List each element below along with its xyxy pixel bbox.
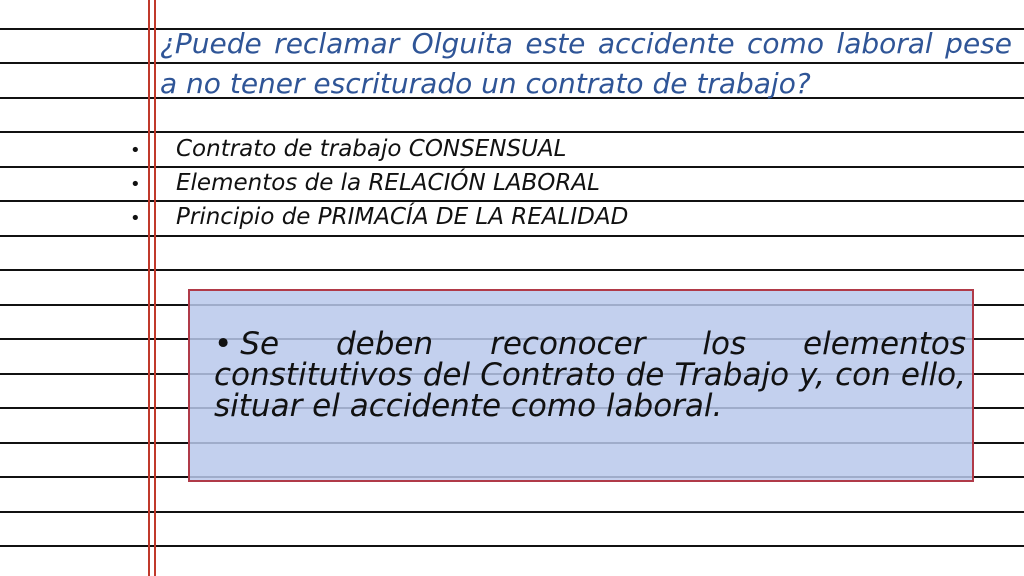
list-item	[130, 200, 628, 234]
bullet-text: Principio de PRIMACÍA DE LA REALIDAD	[176, 204, 629, 230]
callout-paragraph	[214, 326, 966, 424]
list-item	[130, 166, 628, 200]
bullet-text: Elementos de la RELACIÓN LABORAL	[176, 170, 600, 196]
callout-text: Se deben reconocer los elementos constitutivos del Contrato de Trabajo y, con ello, situar el accidente como laboral.	[214, 326, 966, 424]
bullet-dot-icon: •	[214, 326, 233, 362]
bullet-dot-icon: •	[130, 174, 141, 195]
bullet-list	[130, 132, 628, 234]
margin-line-right	[154, 0, 156, 576]
margin-line-left	[148, 0, 150, 576]
bullet-text: Contrato de trabajo CONSENSUAL	[176, 136, 567, 162]
callout-box	[188, 289, 974, 482]
list-item	[130, 132, 628, 166]
bullet-dot-icon: •	[130, 208, 141, 229]
bullet-dot-icon: •	[130, 140, 141, 161]
slide-title: ¿Puede reclamar Olguita este accidente como laboral pese a no tener escriturado un contrato de trabajo?	[160, 27, 1012, 100]
